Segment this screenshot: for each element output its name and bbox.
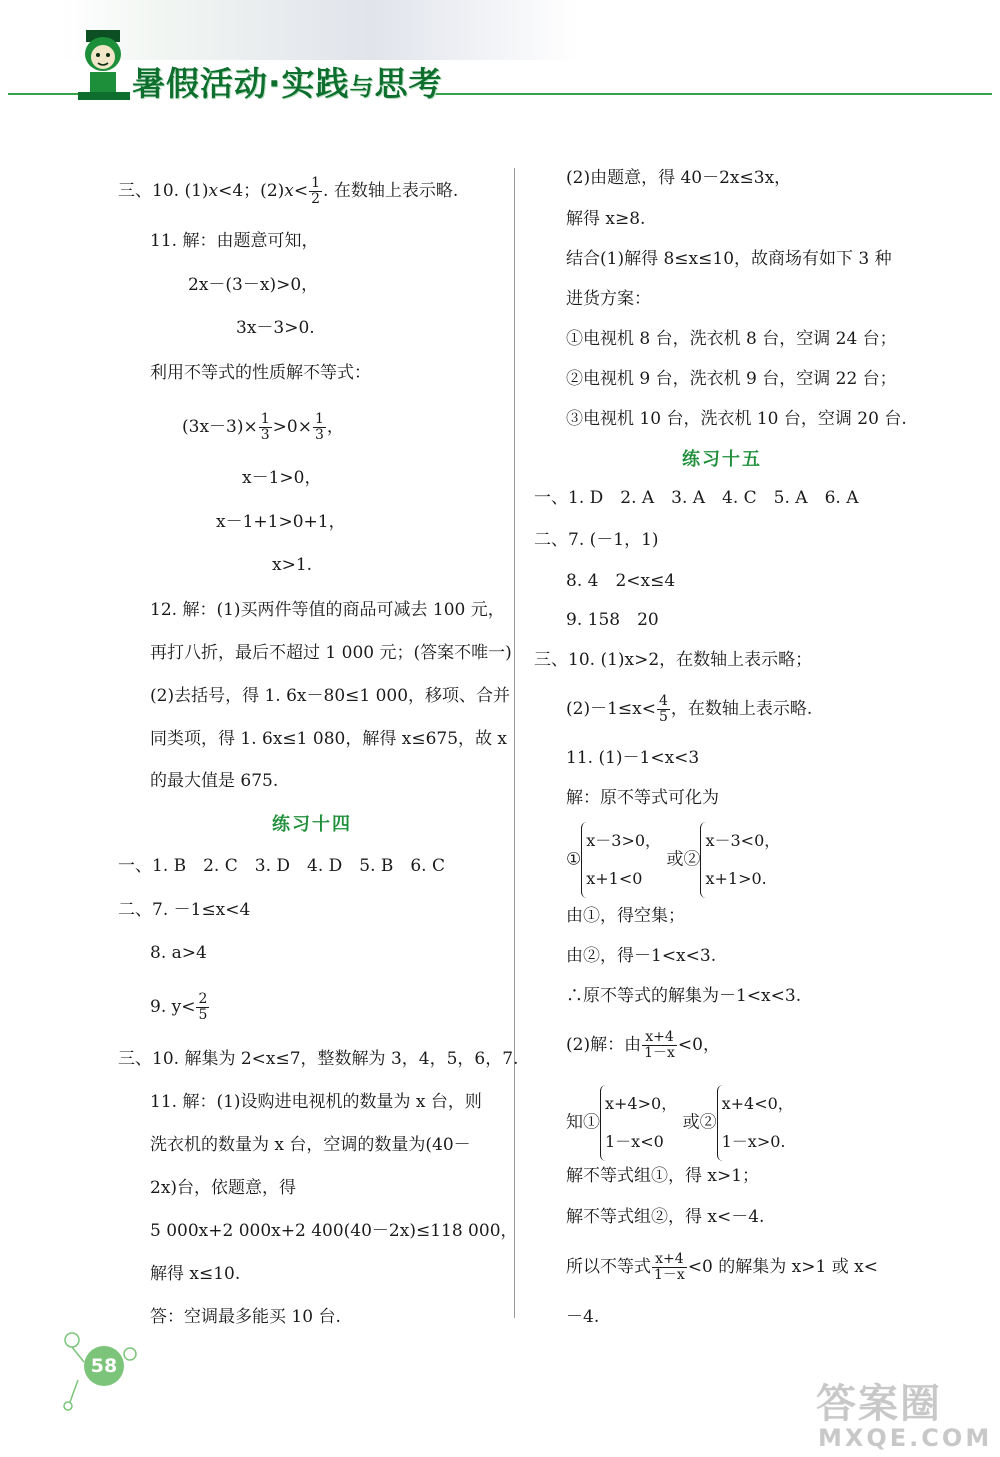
header-rule-right: [432, 93, 992, 95]
watermark: [810, 1372, 993, 1452]
answer-line: 答：空调最多能买 10 台.: [150, 1307, 341, 1327]
system-brace: x－3>0， x+1<0: [581, 822, 661, 898]
answer-line: ∴原不等式的解集为－1<x<3.: [566, 986, 802, 1006]
answer-line: (2)解：由 $\frac{x+4}{1-x}$ <0，: [566, 1029, 720, 1061]
fraction: $\frac{4}{5}$: [658, 693, 668, 725]
answer-line: 一、1. D 2. A 3. A 4. C 5. A 6. A: [534, 488, 859, 508]
answer-line: 洗衣机的数量为 x 台，空调的数量为(40－: [150, 1135, 471, 1155]
header-title: 暑假活动·实践与思考: [132, 64, 443, 103]
section-title-exercise-15: 练习十五: [682, 449, 762, 470]
system-brace: x+4>0， 1－x<0: [600, 1085, 677, 1161]
answer-line: (2)去括号，得 1. 6x－80≤1 000，移项、合并: [150, 686, 511, 706]
watermark-url: MXQE.COM: [818, 1424, 993, 1452]
equation-line: 3x－3>0.: [236, 318, 315, 338]
answer-line: 11. 解：(1)设购进电视机的数量为 x 台，则: [150, 1092, 482, 1112]
answer-line: (2)由题意，得 40－2x≤3x，: [566, 168, 792, 188]
answer-line: 9. 158 20: [566, 610, 659, 630]
equation-line: x>1.: [272, 555, 313, 575]
page-header: [0, 0, 1000, 120]
answer-line: 解得 x≤10.: [150, 1264, 241, 1284]
answer-line: 9. y< $\frac{2}{5}$: [150, 991, 208, 1023]
fraction: $\frac{1}{3}$: [260, 411, 270, 443]
answer-line: (2)－1≤x< $\frac{4}{5}$ ，在数轴上表示略.: [566, 693, 813, 725]
answer-line: 三、10. 解集为 2<x≤7，整数解为 3，4，5，6，7.: [118, 1049, 519, 1069]
answer-line: 由②，得－1<x<3.: [566, 946, 717, 966]
fraction: $\frac{x+4}{1-x}$: [644, 1029, 675, 1061]
equation-line: (3x－3)× $\frac{1}{3}$ >0× $\frac{1}{3}$ ，: [182, 411, 344, 443]
answer-line: 8. 4 2<x≤4: [566, 571, 676, 591]
system-brace: x－3<0， x+1>0.: [700, 822, 780, 898]
answer-line: 解不等式组②，得 x<－4.: [566, 1207, 765, 1227]
fraction: $\frac{2}{5}$: [198, 991, 208, 1023]
page-number-badge: [58, 1330, 148, 1420]
answer-line: 解不等式组①，得 x>1；: [566, 1166, 760, 1186]
inequality-system: 知① x+4>0， 1－x<0 或② x+4<0， 1－x>0.: [566, 1085, 794, 1161]
answer-line: ③电视机 10 台，洗衣机 10 台，空调 20 台.: [566, 409, 907, 429]
system-brace: x+4<0， 1－x>0.: [717, 1085, 794, 1161]
inequality-system: ① x－3>0， x+1<0 或② x－3<0， x+1>0.: [566, 822, 780, 898]
fraction: $\frac{1}{3}$: [314, 411, 324, 443]
fraction: $\frac{x+4}{1-x}$: [654, 1251, 685, 1283]
equation-line: 2x－(3－x)>0，: [188, 275, 319, 295]
answer-line: －4.: [566, 1307, 600, 1327]
page-number: 58: [84, 1346, 124, 1386]
answer-line: 二、7. (－1，1): [534, 530, 659, 550]
answer-line: 同类项，得 1. 6x≤1 080，解得 x≤675，故 x: [150, 729, 508, 749]
section-title-exercise-14: 练习十四: [272, 814, 352, 835]
answer-line: 2x)台，依题意，得: [150, 1178, 297, 1198]
answer-line: 再打八折，最后不超过 1 000 元；(答案不唯一): [150, 643, 512, 663]
answer-line: ①电视机 8 台，洗衣机 8 台，空调 24 台；: [566, 329, 897, 349]
header-banner-background: [60, 0, 580, 60]
student-mascot-icon: [72, 22, 136, 106]
answer-line: 由①，得空集；: [566, 906, 685, 926]
answer-line: ②电视机 9 台，洗衣机 9 台，空调 22 台；: [566, 369, 897, 389]
answer-line: 三、10. (1)x<4；(2)x< $\frac{1}{2}$ . 在数轴上表示略.: [118, 175, 459, 207]
answer-line: 所以不等式 $\frac{x+4}{1-x}$ <0 的解集为 x>1 或 x<: [566, 1251, 878, 1283]
column-divider: [514, 168, 515, 1318]
answer-line: 解：原不等式可化为: [566, 788, 719, 808]
answer-line: 的最大值是 675.: [150, 771, 279, 791]
equation-line: x－1>0，: [242, 468, 322, 488]
answer-line: 11. 解：由题意可知，: [150, 231, 319, 251]
fraction: $\frac{1}{2}$: [311, 175, 321, 207]
answer-line: 利用不等式的性质解不等式：: [150, 363, 371, 383]
watermark-logo: 答案圈: [816, 1381, 942, 1427]
answer-line: 5 000x+2 000x+2 400(40－2x)≤118 000，: [150, 1221, 518, 1241]
answer-line: 三、10. (1)x>2，在数轴上表示略；: [534, 650, 813, 670]
answer-line: 12. 解：(1)买两件等值的商品可减去 100 元，: [150, 600, 505, 620]
answer-line: 8. a>4: [150, 943, 207, 963]
answer-line: 解得 x≥8.: [566, 209, 646, 229]
answer-line: 一、1. B 2. C 3. D 4. D 5. B 6. C: [118, 856, 446, 876]
header-rule-left: [8, 93, 78, 95]
answer-line: 11. (1)－1<x<3: [566, 748, 700, 768]
answer-line: 结合(1)解得 8≤x≤10，故商场有如下 3 种: [566, 249, 892, 269]
equation-line: x－1+1>0+1，: [216, 512, 346, 532]
answer-line: 二、7. －1≤x<4: [118, 900, 251, 920]
answer-line: 进货方案：: [566, 289, 651, 309]
